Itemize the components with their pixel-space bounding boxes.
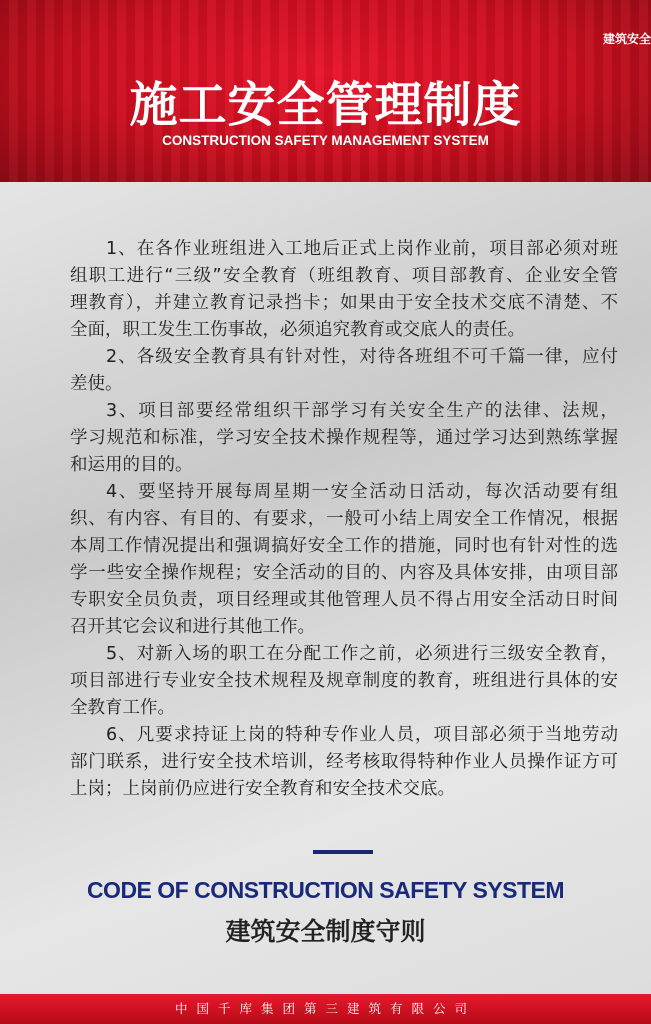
paragraph-line: 专职安全员负责，项目经理或其他管理人员不得占用安全活动日时间 — [70, 590, 618, 610]
page-subtitle: CONSTRUCTION SAFETY MANAGEMENT SYSTEM — [162, 133, 489, 148]
paragraph-line: 组职工进行“三级”安全教育（班组教育、项目部教育、企业安全管 — [70, 266, 618, 286]
footer-company: 中国千库集团第三建筑有限公司 — [0, 994, 651, 1024]
regulation-body — [70, 236, 618, 803]
paragraph-line: 学一些安全操作规程；安全活动的目的、内容及具体安排，由项目部 — [70, 563, 618, 583]
paragraph-line: 差使。 — [70, 374, 123, 394]
paragraph — [70, 344, 618, 398]
paragraph-line: 1、在各作业班组进入工地后正式上岗作业前，项目部必须对班 — [106, 239, 618, 259]
corner-tag: 建筑安全 — [602, 32, 651, 46]
paragraph-line: 学习规范和标准，学习安全技术操作规程等，通过学习达到熟练掌握 — [70, 428, 618, 448]
paragraph — [70, 236, 618, 344]
paragraph-line: 召开其它会议和进行其他工作。 — [70, 617, 315, 637]
paragraph-line: 上岗；上岗前仍应进行安全教育和安全技术交底。 — [70, 779, 455, 799]
paragraph-line: 和运用的目的。 — [70, 455, 193, 475]
code-title-cn: 建筑安全制度守则 — [225, 917, 426, 946]
header-banner — [0, 0, 651, 182]
paragraph — [70, 722, 618, 803]
paragraph-line: 6、凡要求持证上岗的特种专作业人员，项目部必须于当地劳动 — [106, 725, 618, 745]
paragraph-line: 项目部进行专业安全技术规程及规章制度的教育，班组进行具体的安 — [70, 671, 618, 691]
paragraph-line: 部门联系，进行安全技术培训，经考核取得特种作业人员操作证方可 — [70, 752, 618, 772]
paragraph-line: 3、项目部要经常组织干部学习有关安全生产的法律、法规， — [106, 401, 618, 421]
paragraph — [70, 398, 618, 479]
paragraph — [70, 479, 618, 641]
paragraph-line: 全教育工作。 — [70, 698, 175, 718]
paragraph-line: 5、对新入场的职工在分配工作之前，必须进行三级安全教育， — [106, 644, 618, 664]
divider — [313, 850, 373, 854]
paragraph-line: 本周工作情况提出和强调搞好安全工作的措施，同时也有针对性的选 — [70, 536, 618, 556]
code-title-en: CODE OF CONSTRUCTION SAFETY SYSTEM — [86, 877, 565, 903]
page-title: 施工安全管理制度 — [129, 77, 522, 133]
paragraph-line: 织、有内容、有目的、有要求，一般可小结上周安全工作情况，根据 — [70, 509, 618, 529]
paragraph-line: 2、各级安全教育具有针对性，对待各班组不可千篇一律，应付 — [106, 347, 618, 367]
paragraph-line: 4、要坚持开展每周星期一安全活动日活动，每次活动要有组 — [106, 482, 618, 502]
paragraph-line: 理教育），并建立教育记录挡卡；如果由于安全技术交底不清楚、不 — [70, 293, 618, 313]
paragraph — [70, 641, 618, 722]
paragraph-line: 全面，职工发生工伤事故，必须追究教育或交底人的责任。 — [70, 320, 525, 340]
